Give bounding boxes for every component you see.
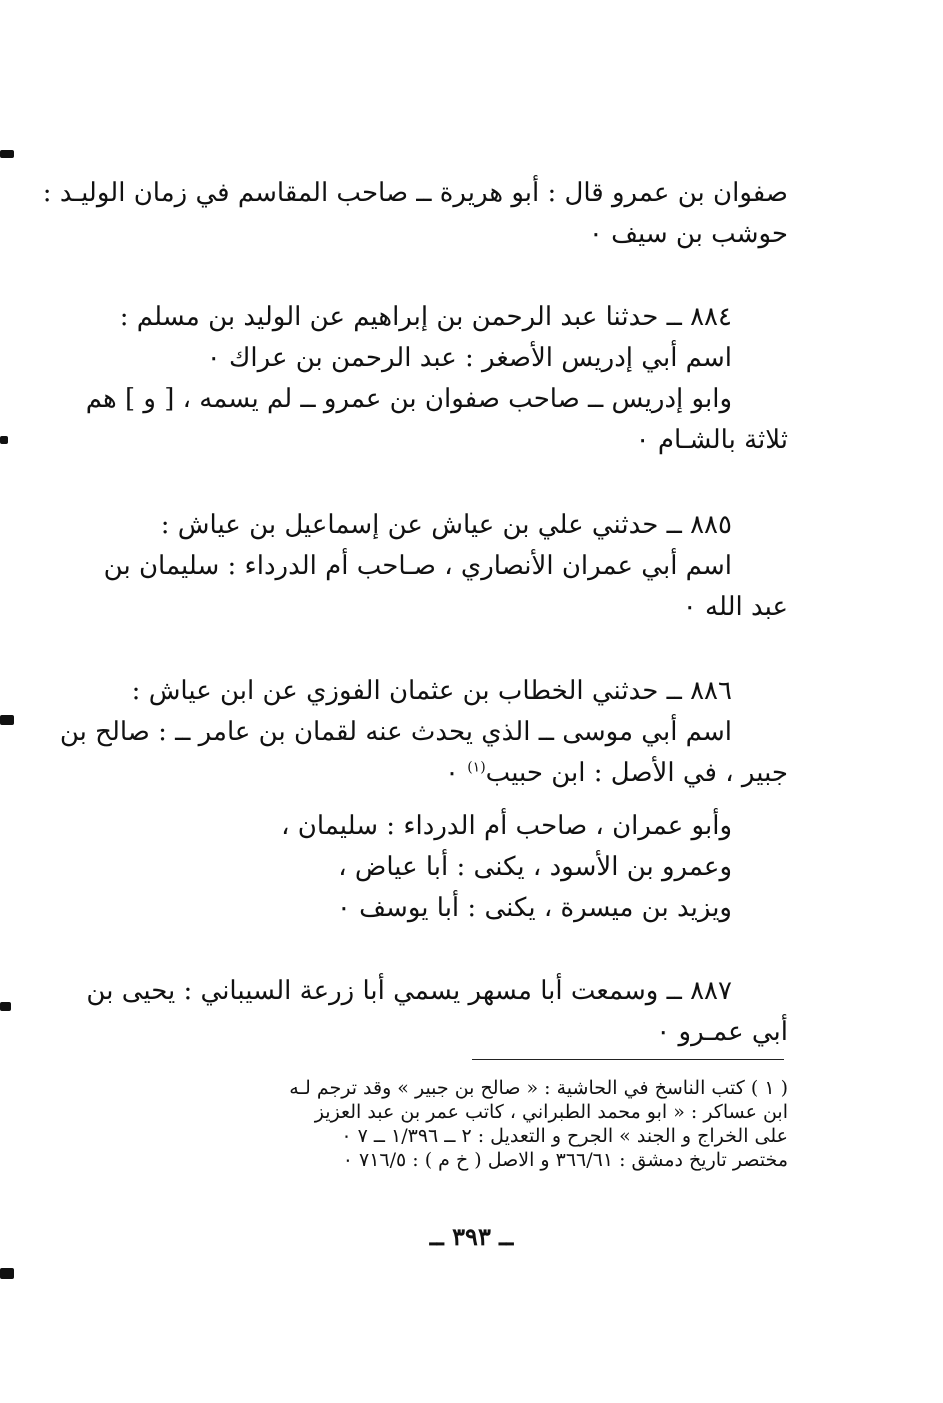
text-line: اسم أبي إدريس الأصغر : عبد الرحمن بن عراك ٠ bbox=[206, 343, 732, 373]
entry-continuation bbox=[42, 173, 788, 255]
footnote-separator bbox=[472, 1059, 784, 1060]
footnote bbox=[138, 1076, 788, 1172]
text-line: صفوان بن عمرو قال : أبو هريرة ــ صاحب المقاسم في زمان الوليـد : bbox=[42, 178, 788, 208]
entry-heading: ٨٨٥ ــ حدثني علي بن عياش عن إسماعيل بن عياش : bbox=[160, 510, 732, 540]
footnote-line: على الخراج و الجند » الجرح و التعديل : ٢ ــ ١/٣٩٦ ــ ٧ ٠ bbox=[341, 1125, 788, 1147]
margin-mark bbox=[0, 1268, 14, 1279]
text-segment: جبير ، في الأصل : ابن حبيب bbox=[485, 758, 788, 788]
entry-heading: ٨٨٦ ــ حدثني الخطاب بن عثمان الفوزي عن ابن عياش : bbox=[131, 676, 732, 706]
text-line: ويزيد بن ميسرة ، يكنى : أبا يوسف ٠ bbox=[336, 893, 732, 923]
footnote-reference: (١) bbox=[467, 759, 486, 776]
text-line: وابو إدريس ــ صاحب صفوان بن عمرو ــ لم يسمه ، [ و ] هم bbox=[85, 384, 732, 414]
text-line: وأبو عمران ، صاحب أم الدرداء : سليمان ، bbox=[281, 811, 732, 841]
text-line: عبد الله ٠ bbox=[682, 592, 788, 622]
footnote-line: ( ١ ) كتب الناسخ في الحاشية : « صالح بن جبير » وقد ترجم لـه bbox=[289, 1077, 788, 1099]
margin-mark bbox=[0, 1002, 11, 1011]
footnote-line: مختصر تاريخ دمشق : ٣٦٦/٦١ و الاصل ( خ م ) : ٧١٦/٥ ٠ bbox=[342, 1149, 788, 1171]
entry-884 bbox=[85, 297, 788, 461]
text-line: ثلاثة بالشـام ٠ bbox=[635, 425, 788, 455]
margin-mark bbox=[0, 436, 8, 444]
entry-887 bbox=[86, 971, 788, 1053]
text-line: اسم أبي موسى ــ الذي يحدث عنه لقمان بن عامر ــ : صالح بن bbox=[59, 717, 732, 747]
text-line: اسم أبي عمران الأنصاري ، صـاحب أم الدرداء : سليمان بن bbox=[103, 551, 732, 581]
margin-mark bbox=[0, 150, 14, 158]
text-line bbox=[138, 753, 788, 794]
entry-885 bbox=[103, 505, 788, 628]
footnote-line: ابن عساكر : « ابو محمد الطبراني ، كاتب عمر بن عبد العزيز bbox=[314, 1101, 788, 1123]
text-line: أبي عمـرو ٠ bbox=[656, 1017, 788, 1047]
entry-886 bbox=[59, 671, 788, 929]
entry-heading: ٨٨٤ ــ حدثنا عبد الرحمن بن إبراهيم عن الوليد بن مسلم : bbox=[119, 302, 732, 332]
entry-heading: ٨٨٧ ــ وسمعت أبا مسهر يسمي أبا زرعة السيباني : يحيى بن bbox=[86, 976, 732, 1006]
text-line: حوشب بن سيف ٠ bbox=[588, 219, 788, 249]
margin-mark bbox=[0, 715, 14, 725]
page-number: ــ ٣٩٣ ــ bbox=[429, 1222, 514, 1251]
text-segment: ٠ bbox=[444, 758, 468, 788]
text-line: وعمرو بن الأسود ، يكنى : أبا عياض ، bbox=[338, 852, 732, 882]
